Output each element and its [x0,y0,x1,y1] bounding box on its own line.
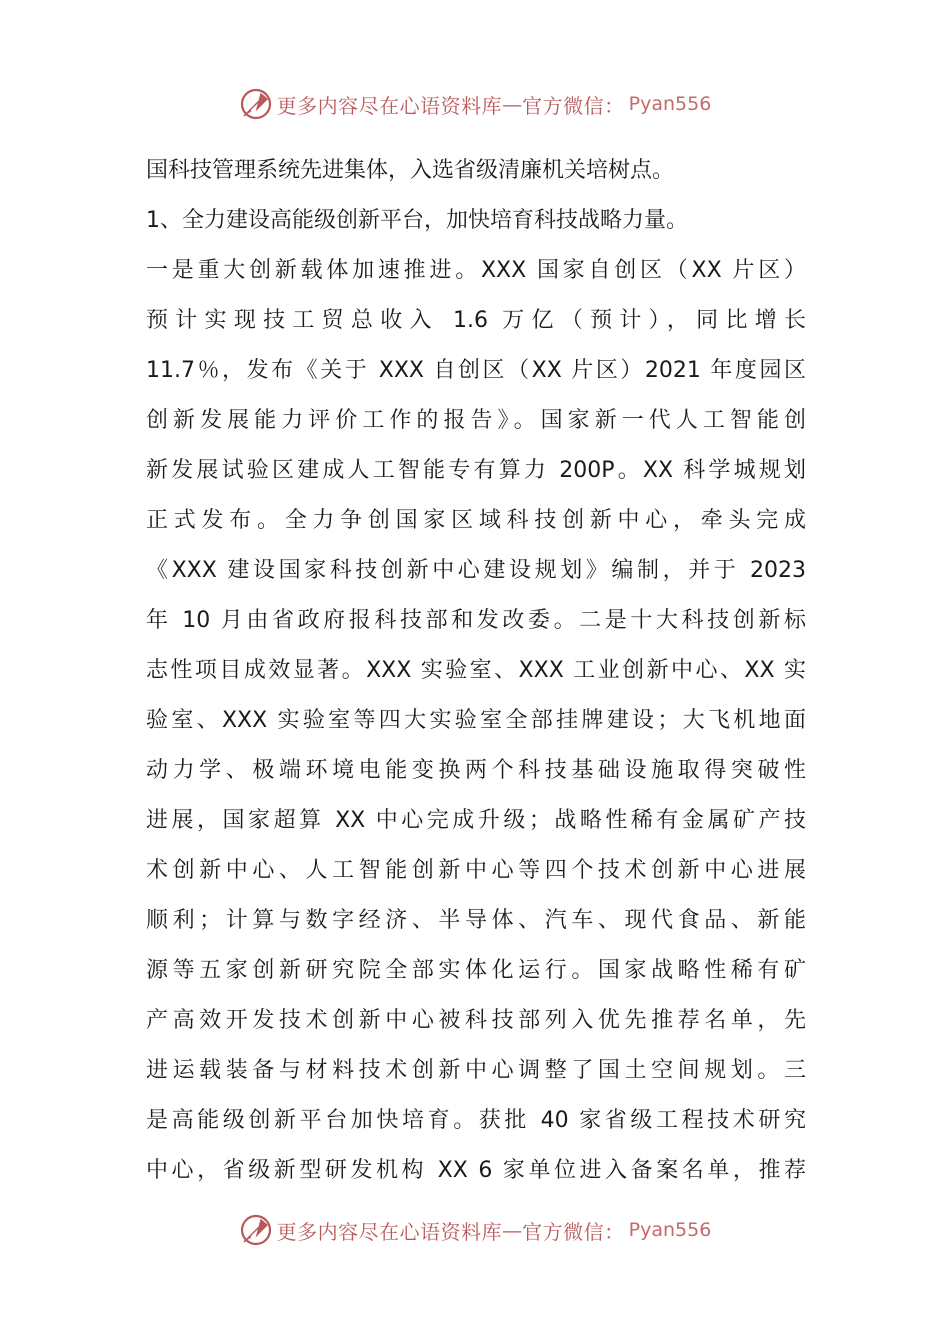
watermark-wechat-id: Pyan556 [628,93,712,115]
watermark-text: 更多内容尽在心语资料库 [276,93,503,118]
text-line: 进展，国家超算 XX 中心完成升级；战略性稀有金属矿产技 [146,808,806,833]
text-line: 创新发展能力评价工作的报告》。国家新一代人工智能创 [146,408,806,433]
text-line: 年 10 月由省政府报科技部和发改委。二是十大科技创新标 [146,608,806,633]
text-line: 一是重大创新载体加速推进。XXX 国家自创区（XX 片区） [146,258,806,283]
watermark-official-label: 官方微信： [522,93,625,118]
watermark-official-label: 官方微信： [522,1219,625,1244]
text-line: 源等五家创新研究院全部实体化运行。国家战略性稀有矿 [146,958,806,983]
text-line: 志性项目成效显著。XXX 实验室、XXX 工业创新中心、XX 实 [146,658,806,683]
quill-logo-icon [239,87,273,121]
document-body [146,146,806,1196]
quill-logo-icon [239,1213,273,1247]
section-heading: 1、全力建设高能级创新平台，加快培育科技战略力量。 [146,208,688,233]
watermark-separator: — [502,92,523,116]
text-line: 产高效开发技术创新中心被科技部列入优先推荐名单，先 [146,1008,806,1033]
text-line: 新发展试验区建成人工智能专有算力 200P。XX 科学城规划 [146,458,806,483]
text-line: 验室、XXX 实验室等四大实验室全部挂牌建设；大飞机地面 [146,708,806,733]
watermark-wechat-id: Pyan556 [628,1219,712,1241]
text-line: 中心，省级新型研发机构 XX 6 家单位进入备案名单，推荐 [146,1158,806,1183]
footer-watermark [0,1210,950,1250]
text-line: 国科技管理系统先进集体，入选省级清廉机关培树点。 [146,158,675,183]
text-line: 动力学、极端环境电能变换两个科技基础设施取得突破性 [146,758,806,783]
watermark-separator: — [502,1218,523,1242]
text-line: 顺利；计算与数字经济、半导体、汽车、现代食品、新能 [146,908,806,933]
text-line: 预计实现技工贸总收入 1.6 万亿（预计），同比增长 [146,308,806,333]
text-line: 是高能级创新平台加快培育。获批 40 家省级工程技术研究 [146,1108,806,1133]
text-line: 11.7％，发布《关于 XXX 自创区（XX 片区）2021 年度园区 [146,358,806,383]
text-line: 《XXX 建设国家科技创新中心建设规划》编制，并于 2023 [146,558,806,583]
header-watermark [0,84,950,124]
text-line: 术创新中心、人工智能创新中心等四个技术创新中心进展 [146,858,806,883]
watermark-text: 更多内容尽在心语资料库 [276,1219,503,1244]
text-line: 进运载装备与材料技术创新中心调整了国土空间规划。三 [146,1058,806,1083]
text-line: 正式发布。全力争创国家区域科技创新中心，牵头完成 [146,508,806,533]
